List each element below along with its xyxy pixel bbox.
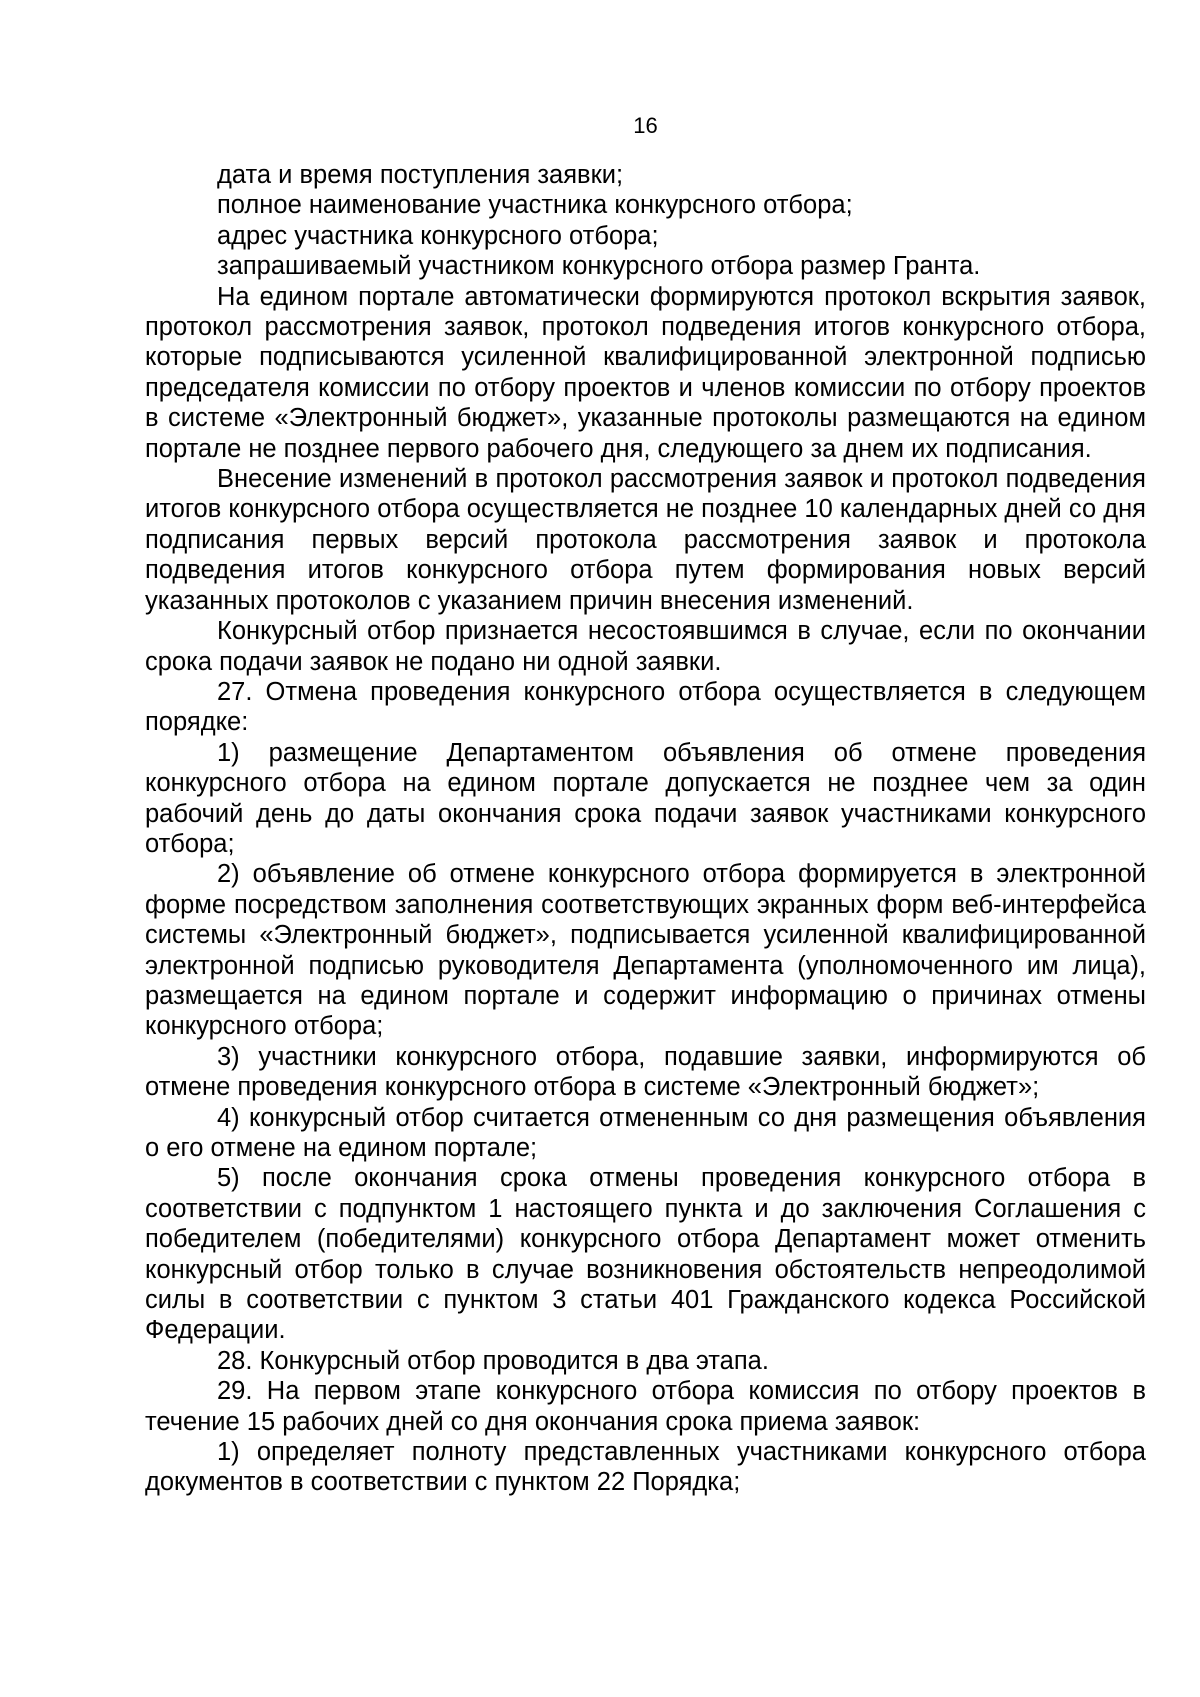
subitem: 5) после окончания срока отмены проведения конкурсного отбора в соответствии с подпунктом 1 настоящего пункта и до заключения Соглашения с победителем (победителями) конкурсного отбора Департамент может отменить конкурсный отбор только в случае возникновения обстоятельств непреодолимой силы в соответствии с пунктом 3 статьи 401 Гражданского кодекса Российской Федерации.: [145, 1164, 1146, 1345]
paragraph: запрашиваемый участником конкурсного отбора размер Гранта.: [217, 252, 981, 281]
paragraph: На едином портале автоматически формируются протокол вскрытия заявок, протокол рассмотрения заявок, протокол подведения итогов конкурсного отбора, которые подписываются усиленной квалифицированной электронной подписью председателя комиссии по отбору проектов и членов комиссии по отбору проектов в системе «Электронный бюджет», указанные протоколы размещаются на едином портале не позднее первого рабочего дня, следующего за днем их подписания.: [145, 282, 1146, 463]
paragraph: Внесение изменений в протокол рассмотрения заявок и протокол подведения итогов конкурсного отбора осуществляется не позднее 10 календарных дней со дня подписания первых версий протокола рассмотрения заявок и протокола подведения итогов конкурсного отбора путем формирования новых версий указанных протоколов с указанием причин внесения изменений.: [145, 465, 1146, 615]
page-number: 16: [633, 113, 658, 138]
paragraph-item-27: 27. Отмена проведения конкурсного отбора осуществляется в следующем порядке:: [145, 677, 1146, 737]
paragraph: дата и время поступления заявки;: [217, 161, 624, 189]
subitem: 3) участники конкурсного отбора, подавшие заявки, информируются об отмене проведения конкурсного отбора в системе «Электронный бюджет»;: [145, 1042, 1146, 1102]
subitem: 1) размещение Департаментом объявления об отмене проведения конкурсного отбора на едином портале допускается не позднее чем за один рабочий день до даты окончания срока подачи заявок участниками конкурсного отбора;: [145, 738, 1146, 858]
paragraph: полное наименование участника конкурсного отбора;: [217, 191, 853, 220]
paragraph: Конкурсный отбор признается несостоявшимся в случае, если по окончании срока подачи заявок не подано ни одной заявки.: [145, 617, 1146, 676]
subitem: 4) конкурсный отбор считается отмененным со дня размещения объявления о его отмене на едином портале;: [145, 1103, 1146, 1162]
subitem: 1) определяет полноту представленных участниками конкурсного отбора документов в соответствии с пунктом 22 Порядка;: [145, 1438, 1146, 1497]
paragraph: адрес участника конкурсного отбора;: [217, 221, 659, 250]
paragraph-item-29: 29. На первом этапе конкурсного отбора комиссия по отбору проектов в течение 15 рабочих дней со дня окончания срока приема заявок:: [145, 1377, 1146, 1436]
subitem: 2) объявление об отмене конкурсного отбора формируется в электронной форме посредством заполнения соответствующих экранных форм веб-интерфейса системы «Электронный бюджет», подписывается усиленной квалифицированной электронной подписью руководителя Департамента (уполномоченного им лица), размещается на едином портале и содержит информацию о причинах отмены конкурсного отбора;: [145, 860, 1146, 1041]
document-body: [145, 160, 1146, 1498]
paragraph-item-28: 28. Конкурсный отбор проводится в два этапа.: [217, 1346, 769, 1375]
